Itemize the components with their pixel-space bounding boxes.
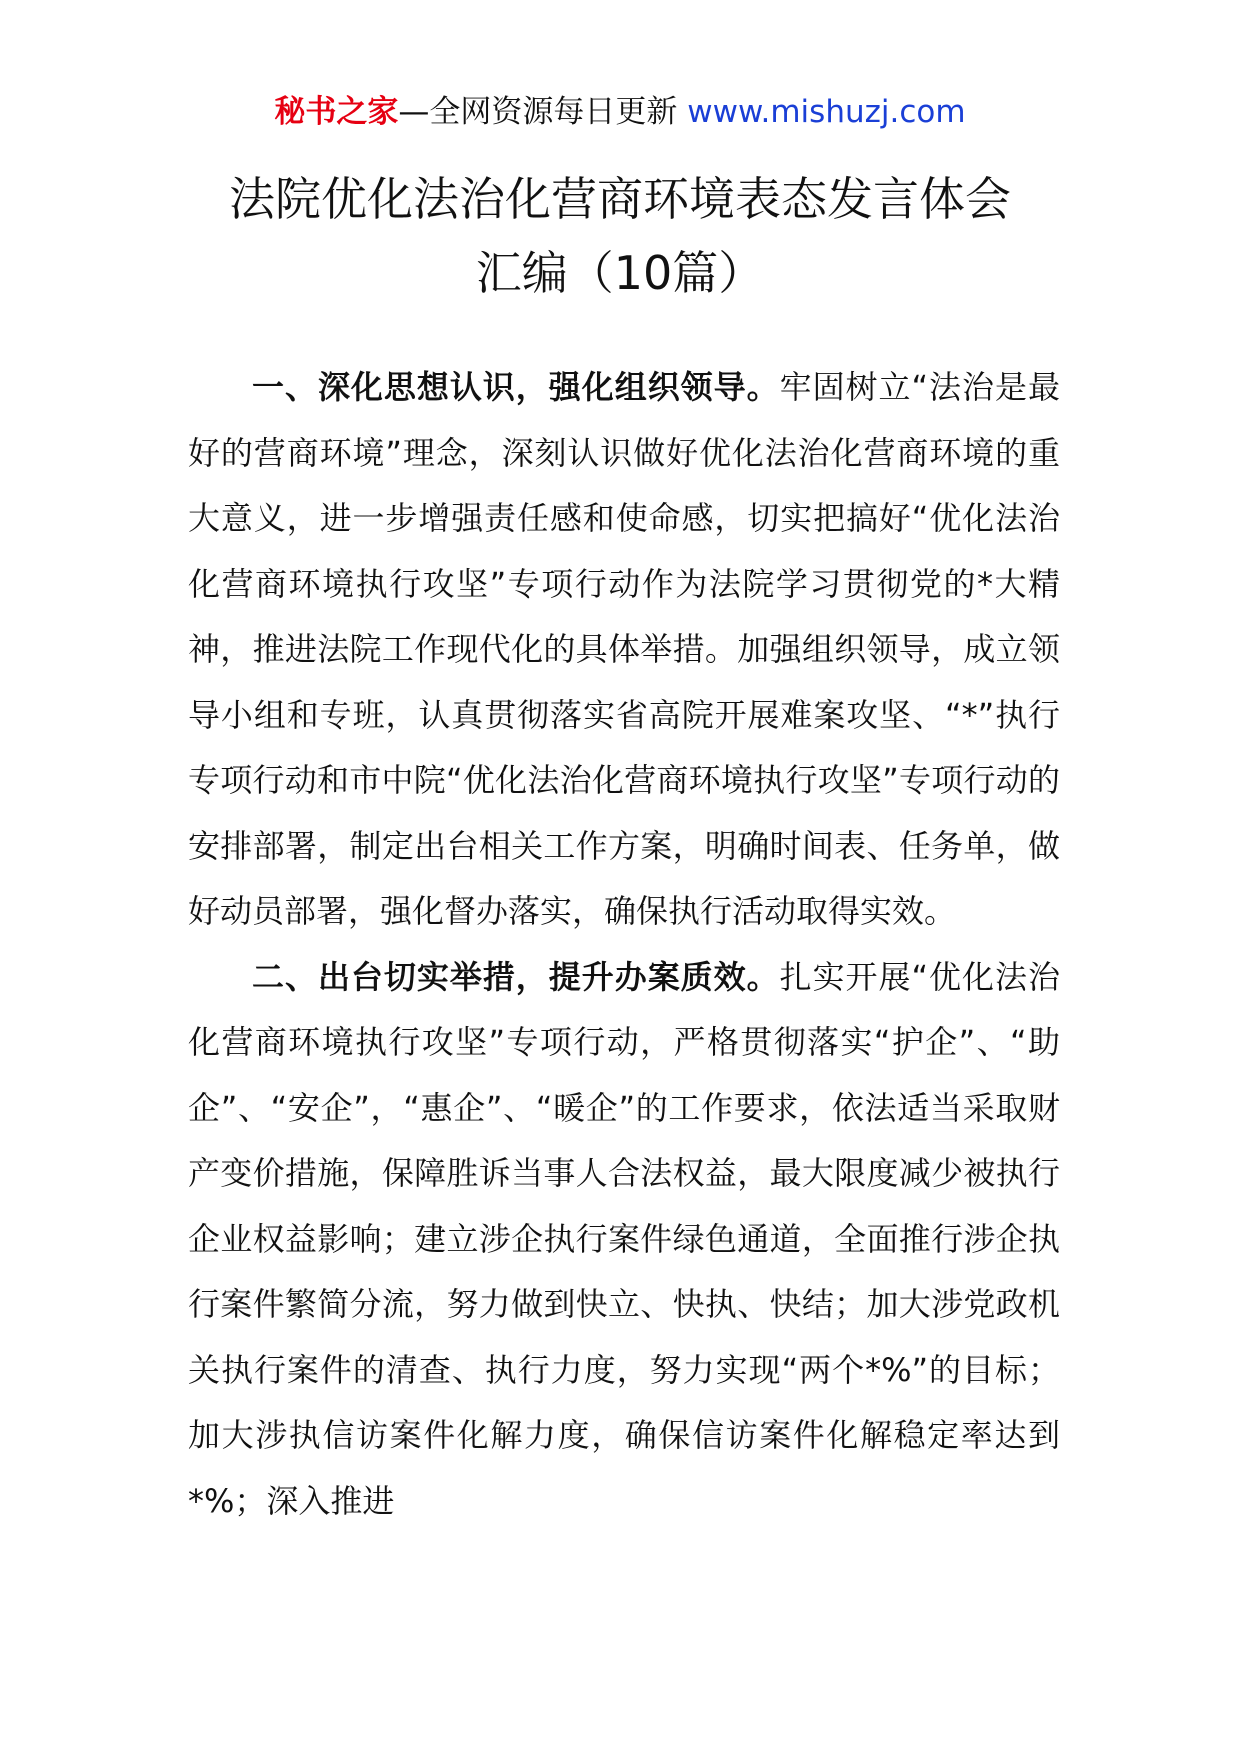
- title-line-2: 汇编（10篇）: [475, 246, 765, 300]
- paragraph-2-heading: 二、出台切实举措，提升办案质效。: [252, 957, 780, 996]
- paragraph-2-body: 扎实开展“优化法治化营商环境执行攻坚”专项行动，严格贯彻落实“护企”、“助企”、“安企”，“惠企”、“暖企”的工作要求，依法适当采取财产变价措施，保障胜诉当事人合法权益，最大限度减少被执行企业权益影响；建立涉企执行案件绿色通道，全面推行涉企执行案件繁简分流，努力做到快立、快执、快结；加大涉党政机关执行案件的清查、执行力度，努力实现“两个*%”的目标；加大涉执信访案件化解力度，确保信访案件化解稳定率达到*%；深入推进: [188, 957, 1060, 1520]
- document-body: [188, 355, 1060, 1534]
- document-title: [0, 162, 1240, 310]
- site-url-link[interactable]: www.mishuzj.com: [687, 94, 966, 130]
- title-line-1: 法院优化法治化营商环境表态发言体会: [229, 172, 1011, 226]
- paragraph-1-body: 牢固树立“法治是最好的营商环境”理念，深刻认识做好优化法治化营商环境的重大意义，进一步增强责任感和使命感，切实把搞好“优化法治化营商环境执行攻坚”专项行动作为法院学习贯彻党的*大精神，推进法院工作现代化的具体举措。加强组织领导，成立领导小组和专班，认真贯彻落实省高院开展难案攻坚、“*”执行专项行动和市中院“优化法治化营商环境执行攻坚”专项行动的安排部署，制定出台相关工作方案，明确时间表、任务单，做好动员部署，强化督办落实，确保执行活动取得实效。: [188, 368, 1060, 930]
- site-header: [0, 92, 1240, 132]
- paragraph-1-heading: 一、深化思想认识，强化组织领导。: [252, 368, 780, 406]
- brand-name: 秘书之家: [274, 94, 399, 130]
- header-tagline: —全网资源每日更新: [398, 94, 688, 130]
- paragraph-2: [188, 945, 1060, 1535]
- paragraph-1: [188, 355, 1060, 945]
